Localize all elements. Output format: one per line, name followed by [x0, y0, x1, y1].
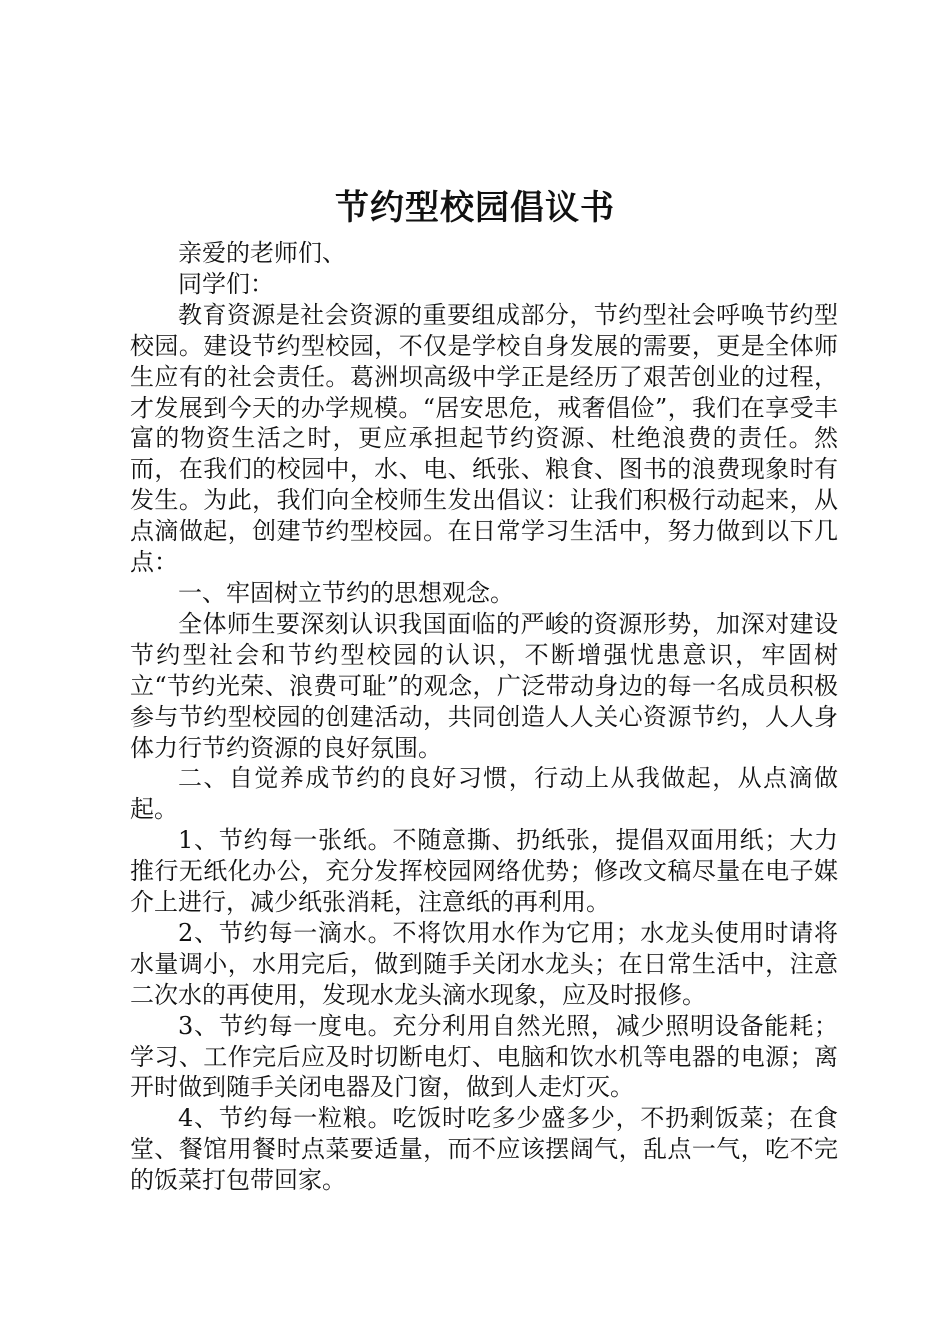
section-heading-2: 二、自觉养成节约的良好习惯，行动上从我做起，从点滴做起。	[130, 764, 838, 824]
intro-paragraph: 教育资源是社会资源的重要组成部分，节约型社会呼唤节约型校园。建设节约型校园，不仅是学校自身发展的需要，更是全体师生应有的社会责任。葛洲坝高级中学正是经历了艰苦创业的过程，才发展到今天的办学规模。“居安思危，戒奢倡俭”，我们在享受丰富的物资生活之时，更应承担起节约资源、杜绝浪费的责任。然而，在我们的校园中，水、电、纸张、粮食、图书的浪费现象时有发生。为此，我们向全校师生发出倡议：让我们积极行动起来，从点滴做起，创建节约型校园。在日常学习生活中，努力做到以下几点：	[130, 300, 838, 577]
item-paper: 1、节约每一张纸。不随意撕、扔纸张，提倡双面用纸；大力推行无纸化办公，充分发挥校园网络优势；修改文稿尽量在电子媒介上进行，减少纸张消耗，注意纸的再利用。	[130, 826, 838, 917]
section-heading-1: 一、牢固树立节约的思想观念。	[178, 578, 514, 607]
salutation-line-2: 同学们：	[178, 269, 274, 298]
document-body	[130, 238, 838, 1196]
document-title: 节约型校园倡议书	[335, 188, 615, 228]
item-water: 2、节约每一滴水。不将饮用水作为它用；水龙头使用时请将水量调小，水用完后，做到随手关闭水龙头；在日常生活中，注意二次水的再使用，发现水龙头滴水现象，应及时报修。	[130, 918, 838, 1009]
salutation-line-1: 亲爱的老师们、	[178, 239, 346, 267]
item-electricity: 3、节约每一度电。充分利用自然光照，减少照明设备能耗；学习、工作完后应及时切断电灯、电脑和饮水机等电器的电源；离开时做到随手关闭电器及门窗，做到人走灯灭。	[130, 1011, 838, 1102]
section-1-paragraph: 全体师生要深刻认识我国面临的严峻的资源形势，加深对建设节约型社会和节约型校园的认识，不断增强忧患意识，牢固树立“节约光荣、浪费可耻”的观念，广泛带动身边的每一名成员积极参与节约型校园的创建活动，共同创造人人关心资源节约，人人身体力行节约资源的良好氛围。	[130, 609, 838, 762]
item-food: 4、节约每一粒粮。吃饭时吃多少盛多少，不扔剩饭菜；在食堂、餐馆用餐时点菜要适量，而不应该摆阔气，乱点一气，吃不完的饭菜打包带回家。	[130, 1104, 838, 1195]
